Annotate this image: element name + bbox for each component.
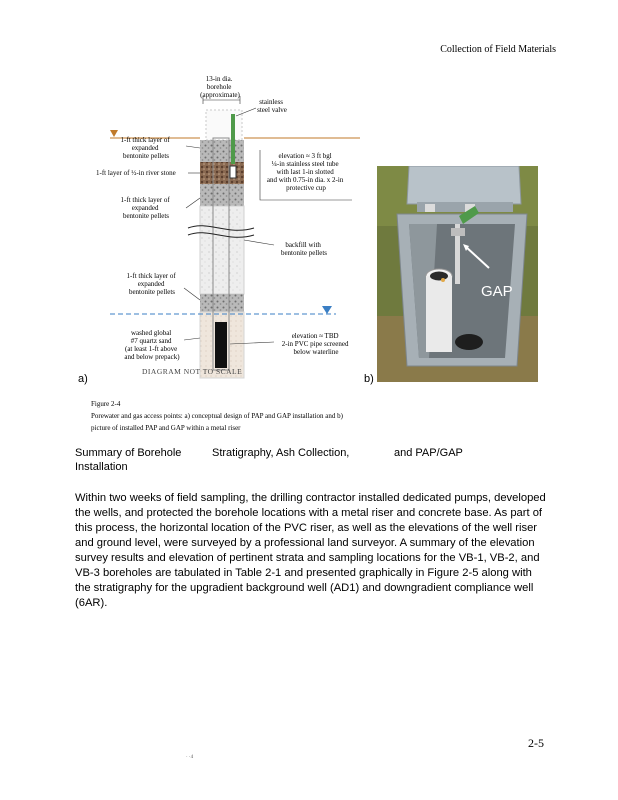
backfill-label: backfill with bentonite pellets xyxy=(280,241,328,257)
riser-top xyxy=(206,110,242,140)
pvc-label: elevation ≈ TBD 2-in PVC pipe screened below waterline xyxy=(281,332,349,356)
valve-label: stainless steel valve xyxy=(257,98,287,114)
layer-bentonite-1 xyxy=(200,140,244,162)
layer-bentonite-2 xyxy=(200,184,244,206)
bentonite-label-1: 1-ft thick layer of expanded bentonite pellets xyxy=(120,136,170,160)
layer-river-stone xyxy=(200,162,244,184)
valve-icon xyxy=(231,114,235,164)
water-marker-icon xyxy=(322,306,332,314)
tube-label: elevation ≈ 3 ft bgl ¼-in stainless steel tube with last 1-in slotted and with 0.75-in dia. x 2-in protective cup xyxy=(266,152,344,192)
figure-caption-text: Porewater and gas access points: a) conceptual design of PAP and GAP installation and b) picture of installed PAP and GAP within a metal riser xyxy=(91,412,343,432)
running-header: Collection of Field Materials xyxy=(440,44,556,55)
figure-caption xyxy=(91,398,361,434)
pvc-screen xyxy=(215,322,227,368)
ground-marker-icon xyxy=(110,130,118,137)
panel-b-label: b) xyxy=(364,373,374,385)
page-number: 2-5 xyxy=(528,736,544,750)
panel-a-label: a) xyxy=(78,373,88,385)
bentonite-label-3: 1-ft thick layer of expanded bentonite pellets xyxy=(126,272,176,296)
river-stone-label: 1-ft layer of ½-in river stone xyxy=(96,169,176,177)
layer-backfill xyxy=(200,206,244,294)
gap-label: GAP xyxy=(481,283,513,300)
layer-bentonite-3 xyxy=(200,294,244,312)
body-paragraph: Within two weeks of field sampling, the drilling contractor installed dedicated pumps, developed the wells, and protected the borehole locations with a metal riser and concrete base. As part of this process, the horizontal location of the PVC riser, as well as the elevations of the well riser and ground level, were surveyed by a professional land surveyor. A summary of the elevation survey results and elevation of pertinent strata and sampling locations for the VB-1, VB-2, and VB-3 boreholes are tabulated in Table 2-1 and presented graphically in Figure 2-5 along with the stratigraphy for the upgradient background well (AD1) and downgradient compliance well (6AR). xyxy=(75,492,546,610)
borehole-label: 13-in dia. borehole (approximate) xyxy=(200,75,240,99)
protective-cup xyxy=(230,166,236,178)
bentonite-label-2: 1-ft thick layer of expanded bentonite pellets xyxy=(120,196,170,220)
footer-mark: · ·4 xyxy=(186,755,194,760)
installation-photo xyxy=(377,166,538,382)
borehole-diagram xyxy=(60,60,360,380)
figure-number: Figure 2-4 xyxy=(91,400,121,408)
sand-label: washed global #7 quartz sand (at least 1-ft above and below prepack) xyxy=(124,329,180,361)
scale-note: DIAGRAM NOT TO SCALE xyxy=(142,367,243,376)
